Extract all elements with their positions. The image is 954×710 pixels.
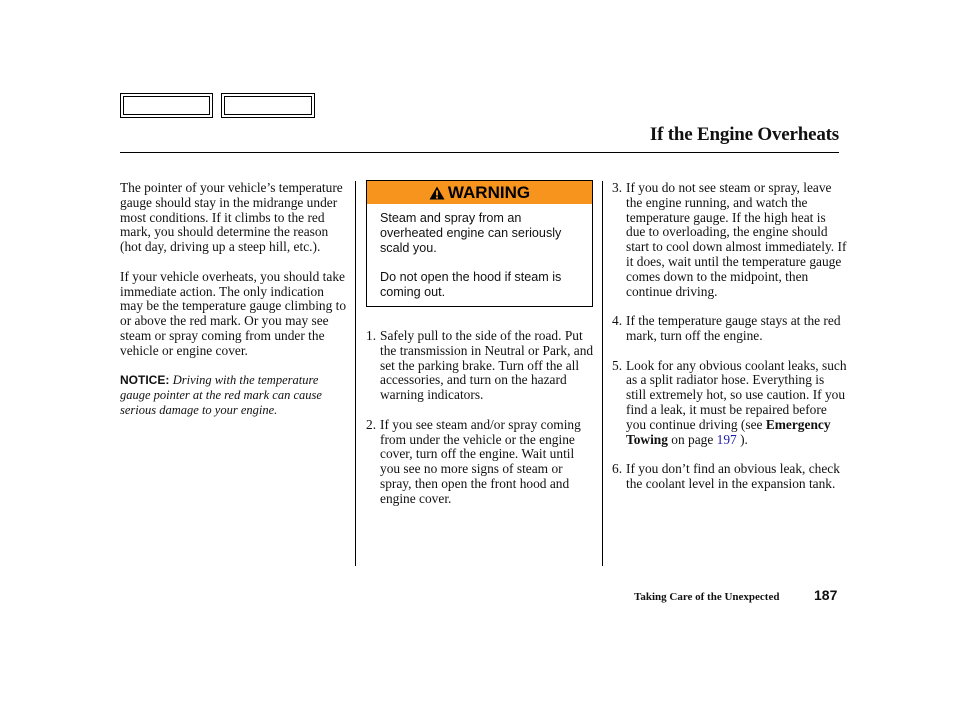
warning-label: WARNING (447, 182, 531, 202)
step-text: If you do not see steam or spray, leave the engine running, and watch the temperature gauge. If the high heat is due to overloading, the engine should start to cool down almost immediately. If it does, wait until the temperature gauge comes down to the midpoint, then continue driving. (626, 180, 847, 299)
list-item (612, 314, 847, 344)
warning-box (366, 180, 593, 307)
left-column (120, 181, 348, 433)
step-text-part: ). (736, 431, 748, 447)
notice (120, 373, 348, 417)
next-page-button[interactable] (221, 93, 315, 118)
step-number: 5. (612, 357, 623, 373)
column-divider-right (602, 181, 603, 566)
step-number: 3. (612, 180, 623, 195)
page-link-197[interactable]: 197 (716, 431, 737, 447)
warning-text-1: Steam and spray from an overheated engine can seriously scald you. (380, 211, 562, 255)
notice-label: NOTICE: (120, 373, 170, 388)
step-number: 6. (612, 461, 623, 477)
emergency-towing-reference: Emergency Towing (626, 416, 831, 447)
step-text: Safely pull to the side of the road. Put the transmission in Neutral or Park, and set the parking brake. Turn off the all accessories, and turn on the hazard warning indicators. (380, 328, 594, 403)
step-text: If the temperature gauge stays at the red mark, turn off the engine. (626, 313, 841, 343)
previous-page-button[interactable] (120, 93, 213, 118)
step-number: 1. (366, 328, 377, 343)
step-text (626, 359, 847, 448)
warning-header (367, 181, 592, 204)
notice-text: Driving with the temperature gauge pointer at the red mark can cause serious damage to your engine. (120, 373, 322, 417)
step-number: 2. (366, 416, 377, 432)
warning-text-2: Do not open the hood if steam is coming out. (380, 270, 562, 299)
page-title: If the Engine Overheats (649, 124, 839, 145)
step-text-part: on page (667, 431, 717, 447)
overheat-paragraph: If your vehicle overheats, you should take immediate action. The only indication may be the temperature gauge climbing to or above the red mark. Or you may see steam or spray coming from under the vehicle or engine cover. (120, 268, 347, 358)
step-text: If you don’t find an obvious leak, check the coolant level in the expansion tank. (626, 461, 840, 491)
footer-section-title: Taking Care of the Unexpected (634, 591, 780, 603)
step-number: 4. (612, 313, 623, 329)
middle-column (366, 329, 596, 521)
list-item (612, 462, 847, 492)
list-item (612, 359, 847, 448)
step-text-part: Look for any obvious coolant leaks, such as a split radiator hose. Everything is still extremely hot, so use caution. If you find a leak, it must be repaired before you continue driving (see (626, 357, 847, 432)
list-item (612, 181, 847, 299)
title-divider (120, 152, 839, 153)
warning-triangle-icon (429, 186, 445, 200)
page-number: 187 (814, 587, 838, 603)
intro-paragraph: The pointer of your vehicle’s temperature gauge should stay in the midrange under most conditions. If it climbs to the red mark, you should determine the reason (hot day, driving up a steep hill, etc.). (120, 180, 343, 255)
right-column (612, 181, 847, 507)
list-item (366, 418, 596, 507)
list-item (366, 329, 596, 403)
column-divider-left (355, 181, 356, 566)
step-text: If you see steam and/or spray coming from under the vehicle or the engine cover, turn off the engine. Wait until you see no more signs of steam or spray, then open the front hood and engine cover. (380, 416, 581, 506)
warning-body (367, 204, 592, 300)
